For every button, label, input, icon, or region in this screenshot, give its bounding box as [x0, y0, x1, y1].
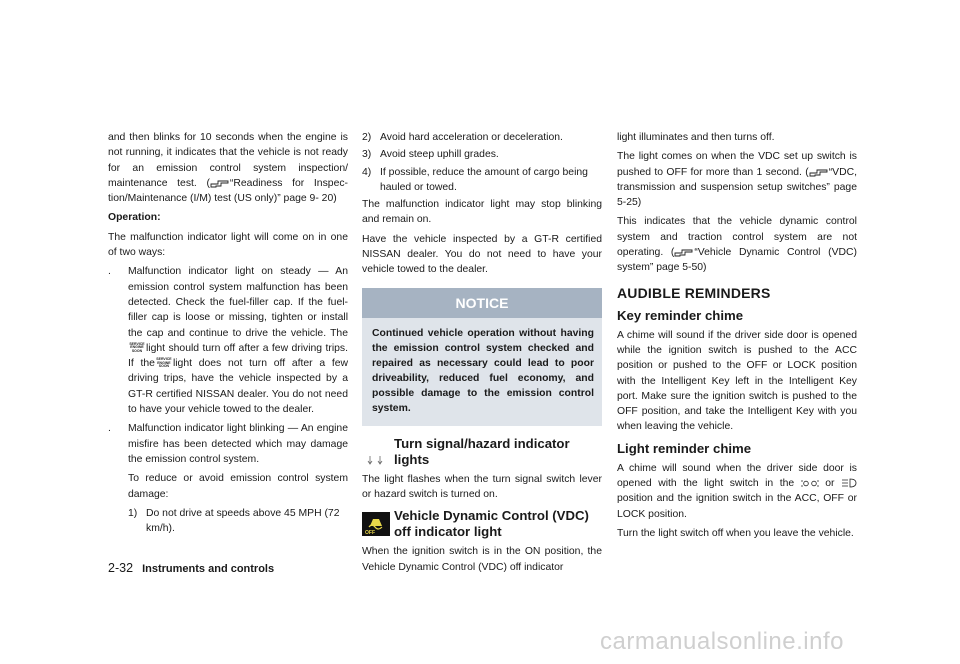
service-engine-soon-icon: SERVICE ENGINE SOON — [156, 357, 172, 369]
item-number: 2) — [362, 132, 372, 143]
item-text: Do not drive at speeds above 45 MPH (72 km/h). — [146, 507, 340, 535]
item-number: 4) — [362, 166, 372, 178]
vdc-switch-reference: “VDC, transmission and suspension setup switches” page 5-25) — [617, 166, 857, 209]
notice-body: Continued vehicle operation without having the emission control system checked and repaired as necessary could lead to poor driveability, reduced fuel economy, and possible damage to the emission control system. — [372, 327, 594, 414]
numbered-item-4 — [362, 165, 602, 196]
numbered-item-1 — [108, 506, 348, 537]
vdc-heading-text: Vehicle Dynamic Control (VDC) off indicator light — [394, 508, 589, 540]
vdc-indicates-text: This indicates that the vehicle dynamic control system and traction control system are not operating. ( — [617, 216, 857, 259]
turn-signal-arrows-icon — [362, 454, 394, 468]
watermark: carmanualsonline.info — [600, 628, 844, 655]
turn-signal-heading-text: Turn signal/hazard indicator lights — [394, 435, 570, 467]
key-reminder-heading: Key reminder chime — [617, 307, 744, 323]
turn-signal-text: The light flashes when the turn signal switch lever or hazard switch is turned on. — [362, 473, 602, 500]
item-text: If possible, reduce the amount of cargo being hauled or towed. — [380, 166, 588, 193]
bullet-mark: . — [108, 423, 111, 435]
light-reminder-heading: Light reminder chime — [617, 440, 752, 456]
bullet-blinking-text: Malfunction indicator light blinking — An engine misfire has been detected which may damage the emission control system. — [128, 423, 348, 465]
bullet-steady-part-b: light should turn off after a few driving trips. If the — [128, 342, 348, 370]
light-reminder-part-b: position and the ignition switch in the ACC, OFF or LOCK position. — [617, 493, 857, 520]
vdc-heading — [362, 508, 602, 540]
notice-box — [362, 288, 602, 426]
vdc-indicates-reference: “Vehicle Dynamic Control (VDC) system” page 5-50) — [617, 247, 857, 274]
vdc-off-label: OFF — [365, 530, 375, 537]
pointing-hand-icon — [809, 167, 829, 177]
item-text: Avoid steep uphill grades. — [380, 149, 499, 161]
key-reminder-text: A chime will sound if the driver side door is opened while the ignition switch is pushed to the ACC position or pushed to the OFF or LOCK position with the Intelligent Key left in the Intelligent Key port. Make sure the ignition switch is pushed to the OFF position, and take the Intelligent Key with you when leaving the vehicle. — [617, 329, 857, 433]
bullet-steady-part-c: light does not turn off after a few driving trips, have the vehicle inspected by a GT-R certified NISSAN dealer. You do not need to have your vehicle towed to the dealer. — [128, 358, 348, 416]
bullet-steady-text — [128, 264, 348, 417]
bullet-blinking — [108, 421, 348, 467]
page-footer — [108, 561, 274, 575]
pointing-hand-icon — [674, 247, 694, 257]
vdc-switch-text: The light comes on when the VDC set up switch is pushed to OFF for more than 1 second. ( — [617, 151, 857, 178]
item-number: 1) — [128, 507, 138, 519]
damage-intro: To reduce or avoid emission control system damage: — [128, 473, 348, 500]
item-text: Avoid hard acceleration or deceleration. — [380, 132, 563, 143]
vdc-switch-paragraph — [617, 149, 857, 210]
notice-title: NOTICE — [362, 288, 602, 318]
stop-blinking-paragraph: The malfunction indicator light may stop blinking and remain on. — [362, 199, 602, 226]
column-3 — [617, 130, 857, 545]
numbered-item-3 — [362, 147, 602, 162]
page-number: 2-32 — [108, 561, 134, 575]
vdc-text: When the ignition switch is in the ON position, the Vehicle Dynamic Control (VDC) off indicator — [362, 546, 602, 573]
section-title: Instruments and controls — [142, 563, 275, 575]
inspect-paragraph: Have the vehicle inspected by a GT-R certified NISSAN dealer. You do not need to have your vehicle towed to the dealer. — [362, 233, 602, 276]
readiness-paragraph — [108, 130, 348, 206]
light-reminder-text-2: Turn the light switch off when you leave the vehicle. — [617, 527, 854, 539]
column-1 — [108, 130, 348, 538]
operation-heading: Operation: — [108, 212, 161, 224]
item-number: 3) — [362, 149, 372, 161]
readiness-reference: “Readiness for Inspec- tion/Maintenance (I/M) test (US only)” page 9- 20) — [108, 177, 348, 205]
light-reminder-part-a: A chime will sound when the driver side door is opened with the light switch in the — [617, 462, 857, 490]
operation-intro: The malfunction indicator light will come on in one of two ways: — [108, 231, 348, 259]
light-reminder-or: or — [825, 478, 835, 490]
headlight-icon — [841, 478, 857, 488]
bullet-steady — [108, 264, 348, 417]
bullet-steady-part-a: Malfunction indicator light on steady — An emission control system malfunction has been detected. Check the fuel-filler cap. If the fuel-filler cap is loose or missing, tighten or install the cap and continue to drive the vehicle. The — [128, 266, 348, 339]
vdc-off-icon — [362, 512, 394, 540]
vdc-indicates-paragraph — [617, 214, 857, 275]
parking-light-icon — [801, 479, 819, 488]
service-engine-soon-icon: SERVICE ENGINE SOON — [129, 342, 145, 353]
pointing-hand-icon — [210, 178, 230, 188]
column-2 — [362, 130, 602, 579]
numbered-item-2 — [362, 130, 602, 145]
light-reminder-text — [617, 461, 857, 522]
bullet-mark: . — [108, 266, 111, 278]
vdc-continued: light illuminates and then turns off. — [617, 132, 775, 143]
turn-signal-heading — [362, 436, 602, 468]
audible-reminders-heading: AUDIBLE REMINDERS — [617, 284, 771, 301]
readiness-text: and then blinks for 10 seconds when the engine is not running, it indicates that the vehicle is not ready for an emission control system inspection/ maintenance test. ( — [108, 132, 348, 189]
